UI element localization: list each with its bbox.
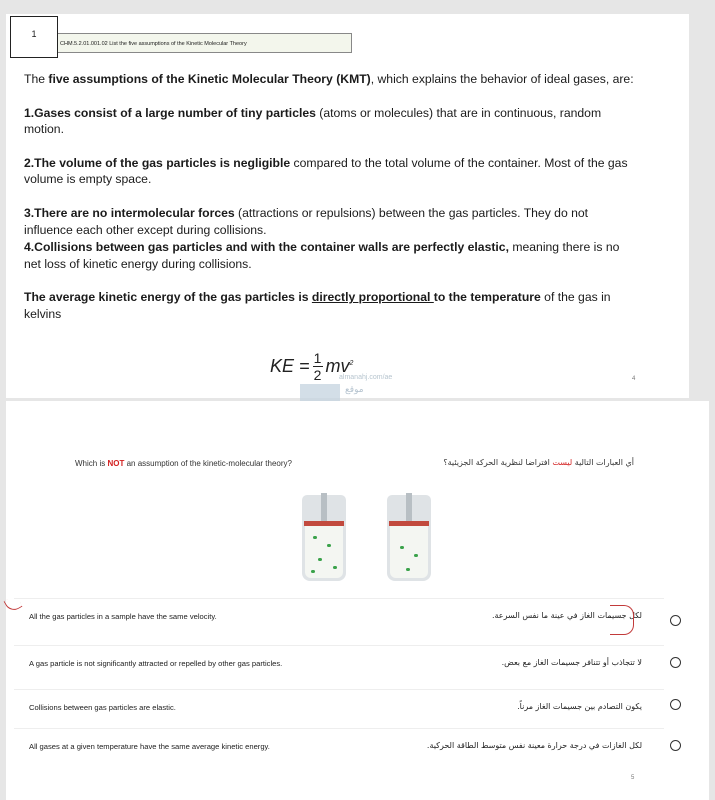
page-number: 5	[631, 775, 635, 781]
learning-outcome-code: CHM.5.2.01.001.02 List the five assumptions of the Kinetic Molecular Theory	[58, 33, 352, 53]
answer-option[interactable]	[14, 689, 664, 725]
question-text-en: Which is NOT an assumption of the kinetic-molecular theory?	[75, 459, 292, 468]
option-text-ar: لا تتجاذب أو تتنافر جسيمات الغاز مع بعض.	[501, 658, 642, 667]
answer-option[interactable]	[14, 728, 664, 764]
gas-particle	[414, 554, 418, 557]
gas-chamber	[390, 526, 428, 578]
gas-particle	[313, 536, 317, 539]
radio-button-option-4[interactable]	[670, 740, 681, 751]
gas-particle	[400, 546, 404, 549]
answer-option[interactable]	[14, 645, 664, 681]
answer-option[interactable]	[14, 598, 664, 634]
question-number: 1	[10, 16, 58, 58]
radio-button-option-2[interactable]	[670, 657, 681, 668]
radio-button-option-1[interactable]	[670, 615, 681, 626]
option-text-ar: لكل الغازات في درجة حرارة معينة نفس متوسط الطاقة الحركية.	[426, 741, 642, 750]
option-text-en: All the gas particles in a sample have the same velocity.	[29, 612, 217, 621]
assumption-1: 1.Gases consist of a large number of tiny particles (atoms or molecules) that are in continuous, random motion.	[24, 105, 602, 137]
question-text-ar: أي العبارات التالية ليست افتراضا لنظرية الحركة الجزيئية؟	[443, 458, 634, 467]
intro-paragraph: The five assumptions of the Kinetic Molecular Theory (KMT), which explains the behavior of ideal gases, are:	[24, 72, 634, 86]
piston-rod	[406, 493, 412, 523]
assumption-3: 3.There are no intermolecular forces (attractions or repulsions) between the gas particles. They do not influence each other except during collisions.	[24, 205, 589, 237]
option-text-ar: يكون التصادم بين جسيمات الغاز مرناً.	[517, 702, 642, 711]
slide-kmt-assumptions	[6, 14, 689, 398]
watermark-arabic: موقع	[345, 384, 364, 394]
page-number: 4	[632, 376, 636, 382]
assumption-5: The average kinetic energy of the gas particles is directly proportional to the temperature of the gas in kelvins	[24, 290, 611, 321]
kinetic-energy-formula: KE = $\frac{1}{2}$ $mv^2$	[270, 350, 354, 384]
assumption-4: 4.Collisions between gas particles and with the container walls are perfectly elastic, meaning there is no net loss of kinetic energy during collisions.	[24, 240, 620, 271]
option-text-en: All gases at a given temperature have the same average kinetic energy.	[29, 742, 270, 751]
kmt-text	[24, 71, 634, 340]
gas-cylinder-compressed-illustration	[387, 495, 431, 581]
gas-particle	[333, 566, 337, 569]
assumption-2: 2.The volume of the gas particles is negligible compared to the total volume of the container. Most of the gas volume is empty space.	[24, 155, 628, 187]
option-text-en: Collisions between gas particles are elastic.	[29, 703, 176, 712]
gas-particle	[327, 544, 331, 547]
gas-chamber	[305, 526, 343, 578]
option-text-ar: لكل جسيمات الغاز في عينة ما نفس السرعة.	[491, 611, 642, 620]
radio-button-option-3[interactable]	[670, 699, 681, 710]
gas-particle	[406, 568, 410, 571]
slide-quiz-question	[6, 401, 709, 800]
gas-particle	[318, 558, 322, 561]
piston-rod	[321, 493, 327, 523]
option-text-en: A gas particle is not significantly attracted or repelled by other gas particles.	[29, 659, 283, 668]
gas-cylinder-illustration	[302, 495, 346, 581]
annotation-bracket	[610, 605, 634, 635]
watermark-url: almanahj.com/ae	[339, 374, 393, 381]
gas-particle	[311, 570, 315, 573]
